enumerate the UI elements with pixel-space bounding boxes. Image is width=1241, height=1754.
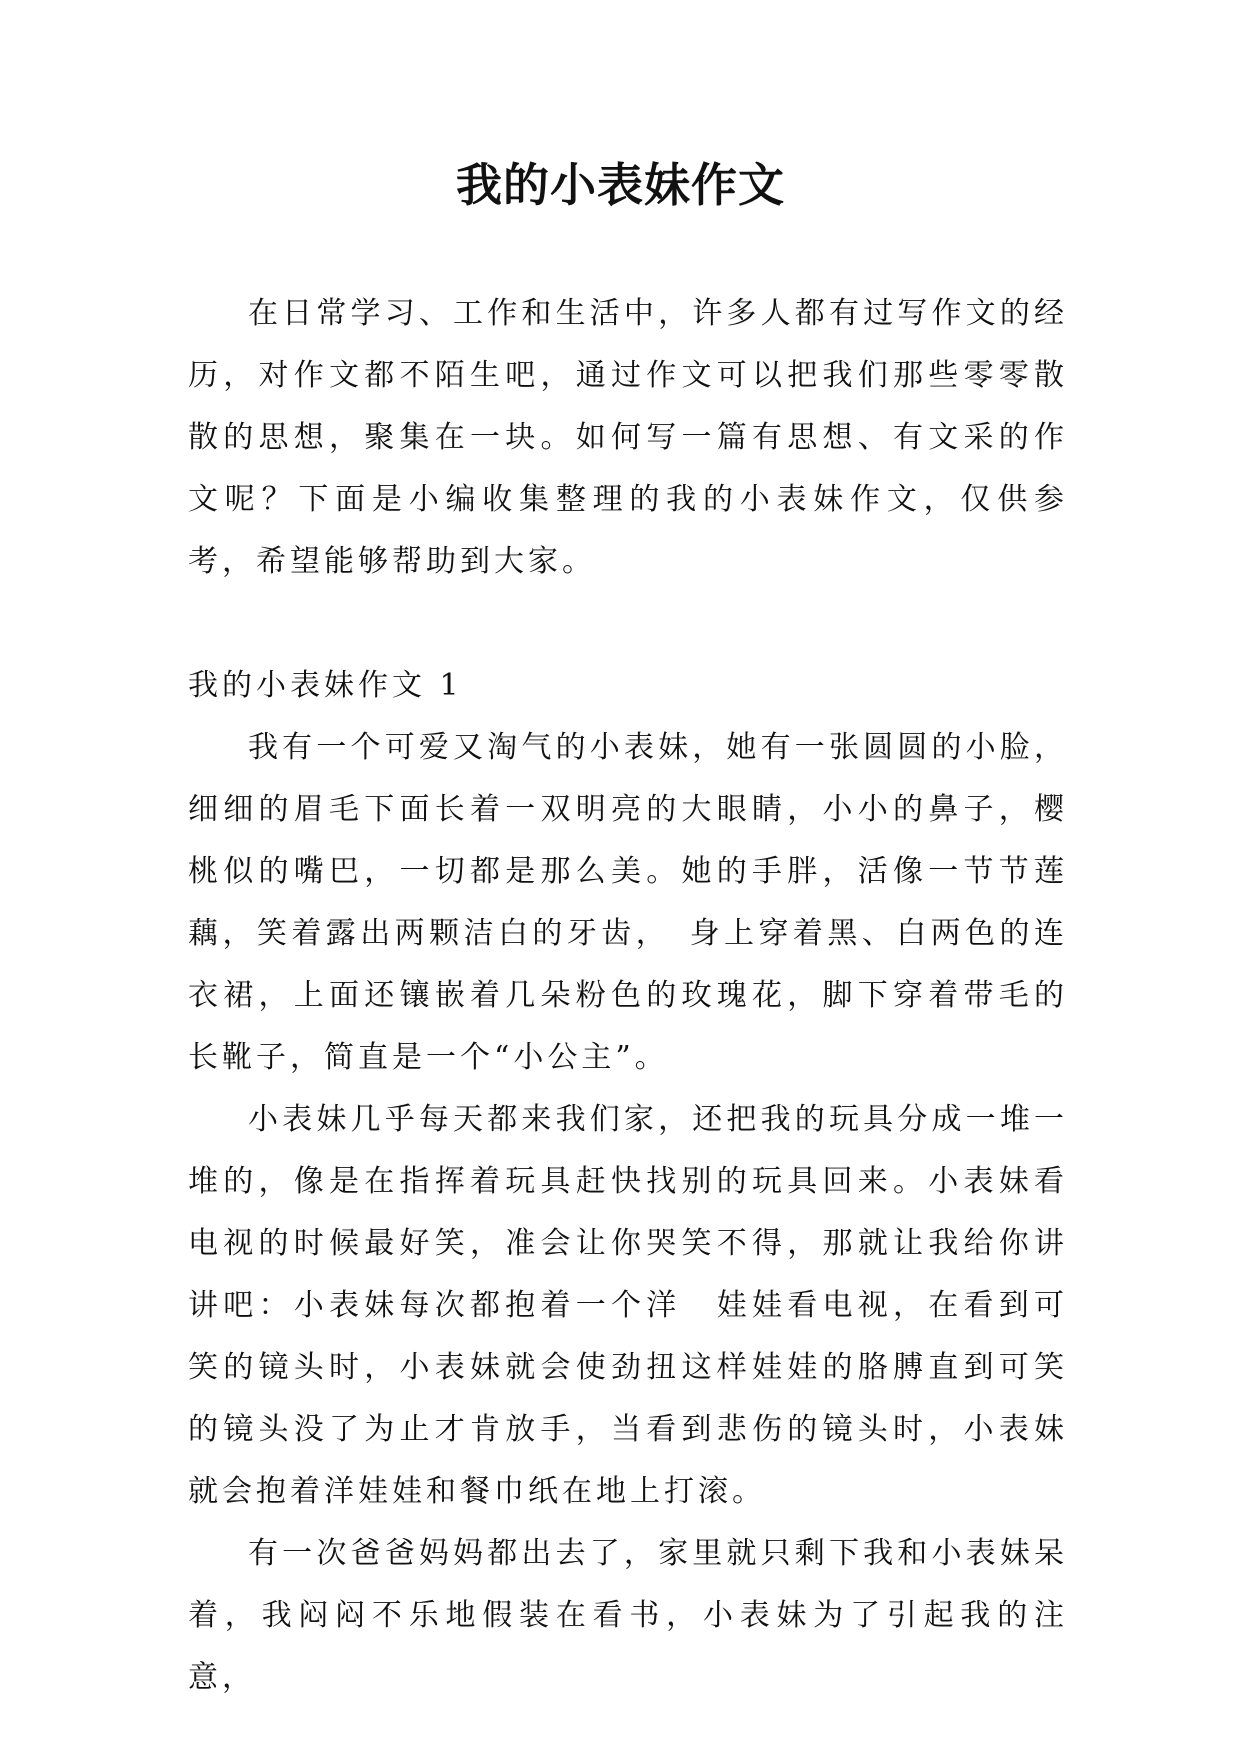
intro-paragraph: 在日常学习、工作和生活中，许多人都有过写作文的经历，对作文都不陌生吧，通过作文可以把我们那些零零散散的思想，聚集在一块。如何写一篇有思想、有文采的作文呢？下面是小编收集整理的我的小表妹作文，仅供参考，希望能够帮助到大家。	[188, 296, 1068, 579]
body-paragraph-3: 有一次爸爸妈妈都出去了，家里就只剩下我和小表妹呆着，我闷闷不乐地假装在看书，小表妹为了引起我的注意，	[188, 1536, 1068, 1695]
section-gap	[188, 593, 1068, 655]
page-title: 我的小表妹作文	[456, 158, 785, 212]
document-body	[188, 283, 1068, 1709]
body-paragraph-1: 我有一个可爱又淘气的小表妹，她有一张圆圆的小脸，细细的眉毛下面长着一双明亮的大眼睛，小小的鼻子，樱桃似的嘴巴，一切都是那么美。她的手胖，活像一节节莲藕，笑着露出两颗洁白的牙齿， 身上穿着黑、白两色的连衣裙，上面还镶嵌着几朵粉色的玫瑰花，脚下穿着带毛的长靴子，简直是一个“小公主”。	[188, 730, 1068, 1075]
section-heading: 我的小表妹作文 1	[188, 668, 463, 703]
body-paragraph-2: 小表妹几乎每天都来我们家，还把我的玩具分成一堆一堆的，像是在指挥着玩具赶快找别的玩具回来。小表妹看电视的时候最好笑，准会让你哭笑不得，那就让我给你讲讲吧：小表妹每次都抱着一个洋 娃娃看电视，在看到可笑的镜头时，小表妹就会使劲扭这样娃娃的胳膊直到可笑的镜头没了为止才肯放手，当看到悲伤的镜头时，小表妹就会抱着洋娃娃和餐巾纸在地上打滚。	[188, 1102, 1068, 1509]
